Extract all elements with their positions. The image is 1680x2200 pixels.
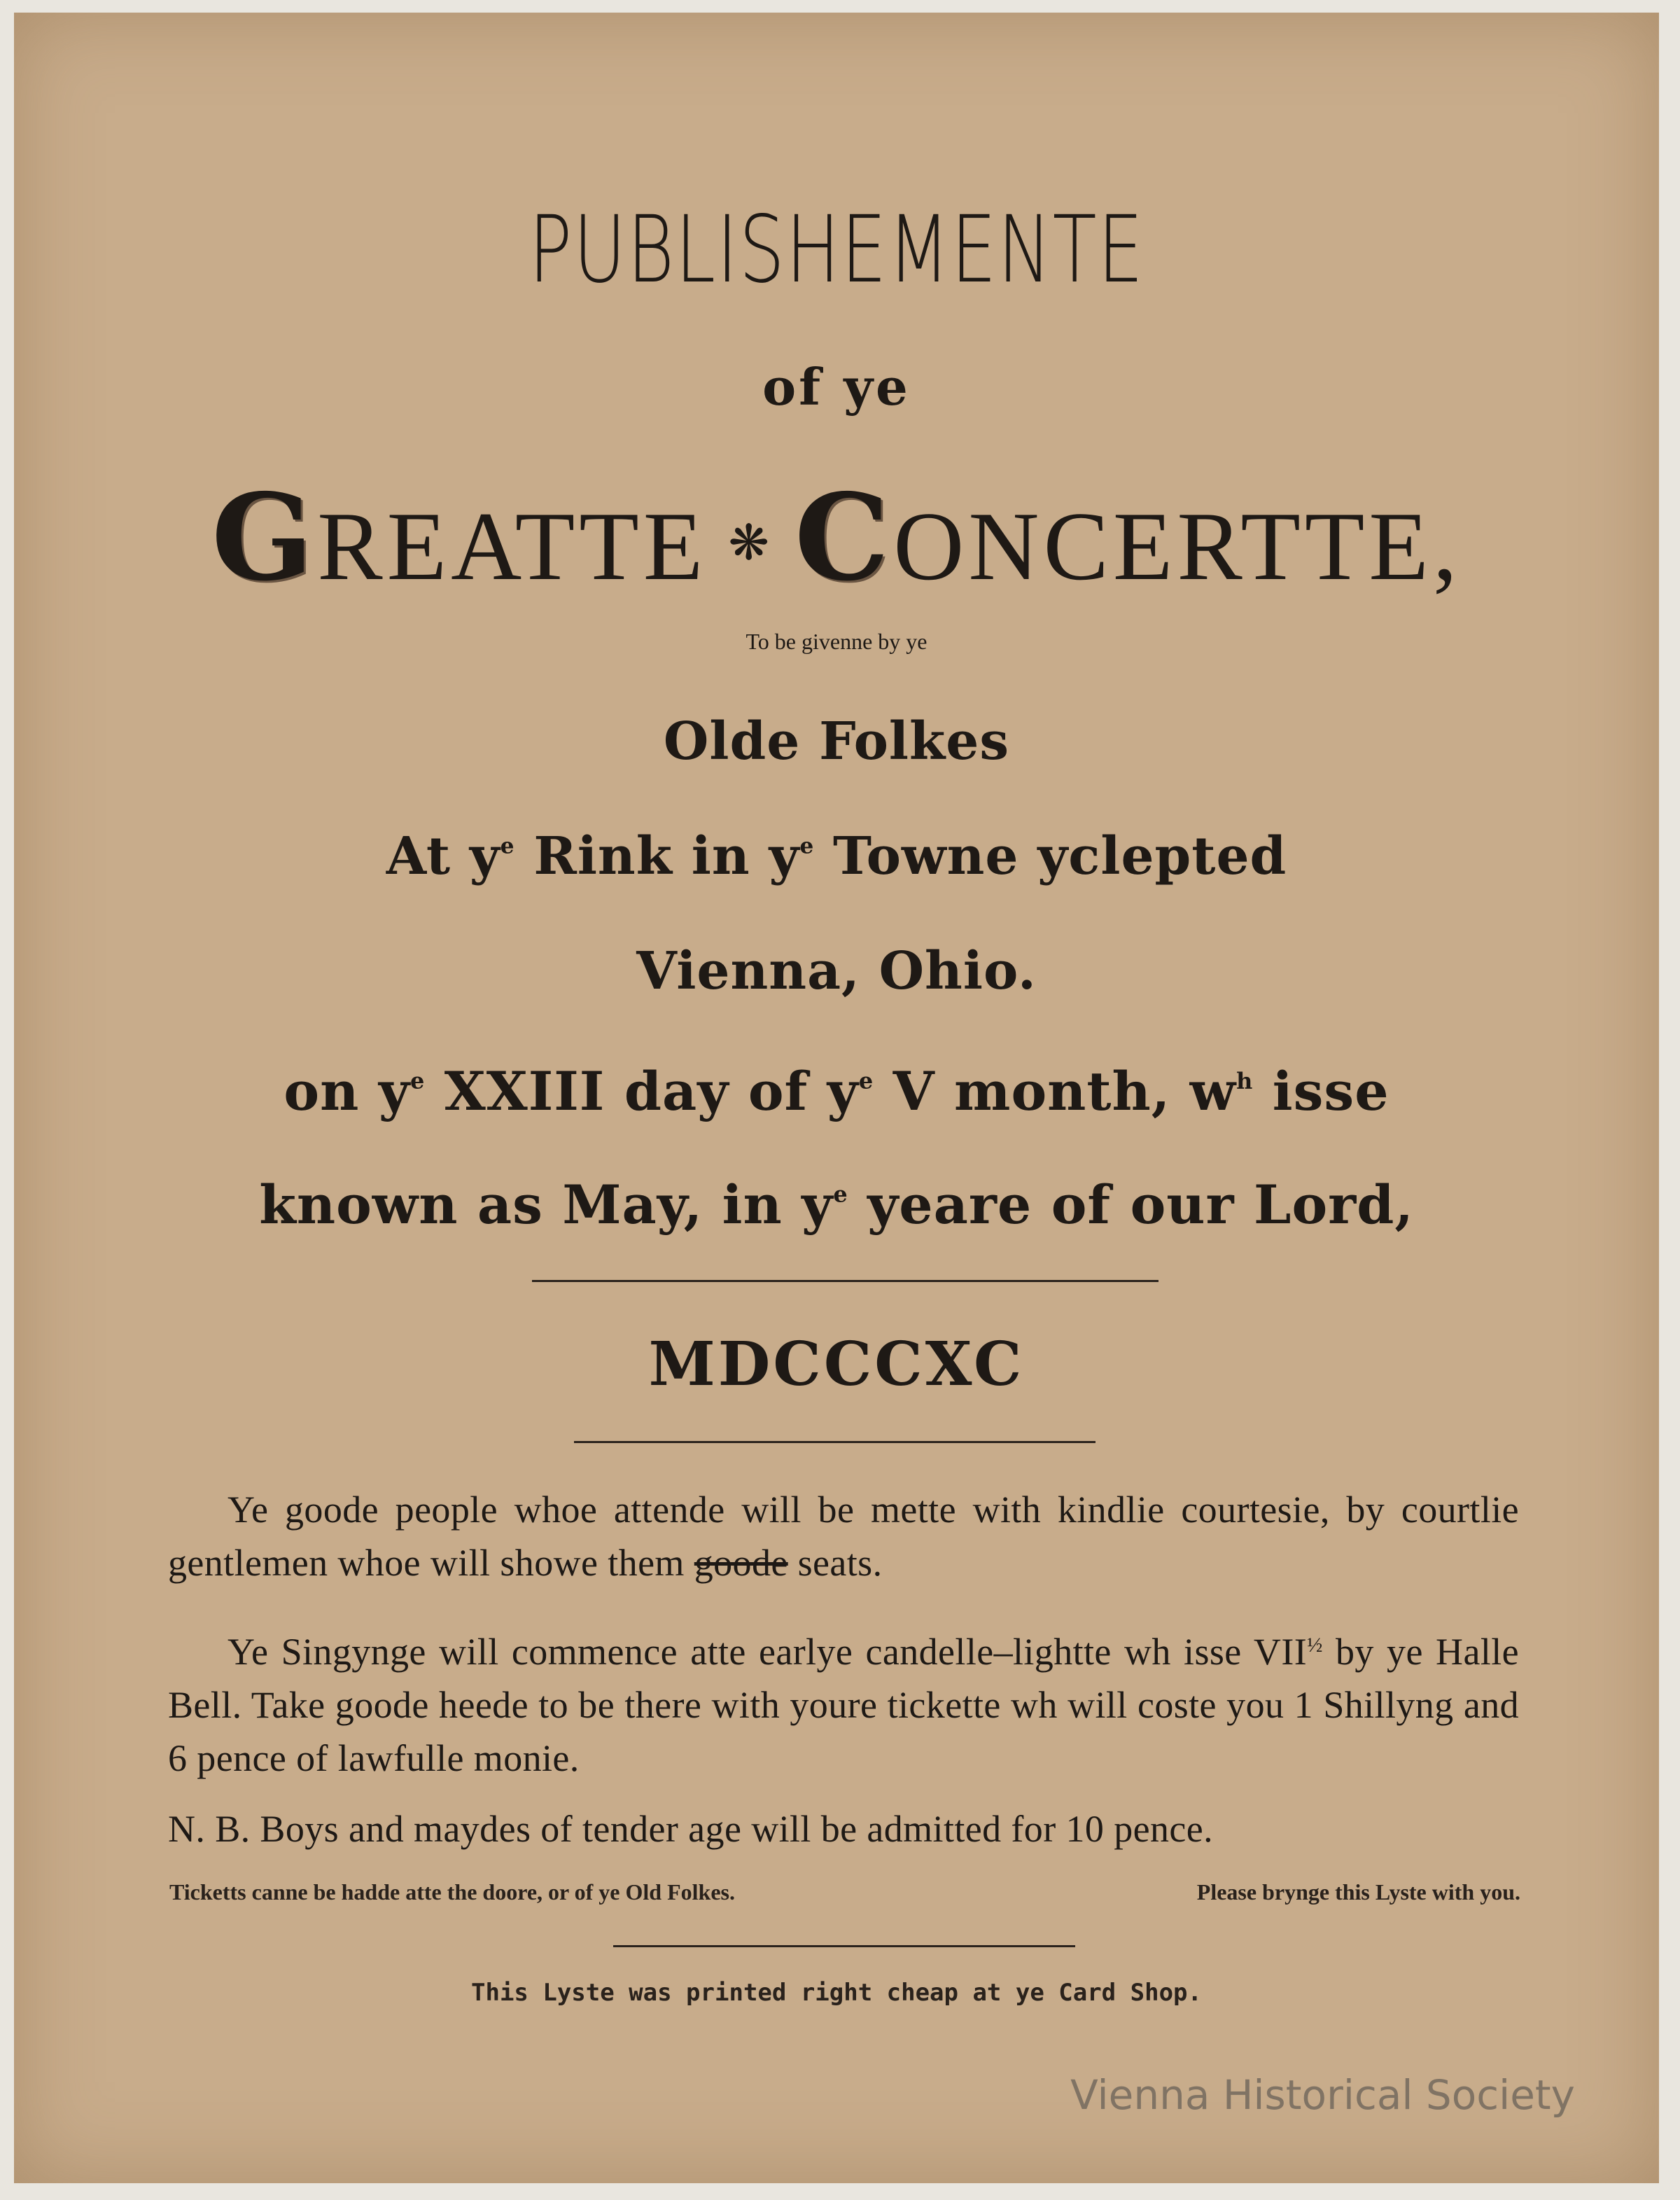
line-olde-folkes: Olde Folkes (663, 711, 1010, 772)
line-date (14, 1060, 1659, 1122)
intro-line: To be givenne by ye (746, 629, 927, 654)
word-greatte-rest: REATTE (317, 492, 708, 601)
paragraph-nota-bene: N. B. Boys and maydes of tender age will be admitted for 10 pence. (168, 1808, 1213, 1850)
superscript: e (799, 833, 815, 859)
year-roman: MDCCCXC (648, 1329, 1025, 1400)
footnote-row (169, 1879, 1520, 1905)
line-rink-towne (14, 826, 1659, 886)
ornamental-initial-c: C (794, 468, 894, 608)
ornamental-initial-g: G (211, 468, 318, 608)
text-segment: by ye Halle Bell. Take goode heede to be there with youre tickette wh will coste you 1 Shillyng and 6 pence of lawfulle monie. (168, 1630, 1519, 1779)
superscript: e (410, 1067, 426, 1094)
headline-greatte-concertte (14, 468, 1659, 608)
struck-word: goode (694, 1542, 788, 1584)
text-segment: V month, w (874, 1060, 1237, 1122)
footnote-ticketts: Ticketts canne be hadde atte the doore, or of ye Old Folkes. (169, 1879, 735, 1905)
text-segment: Towne yclepted (814, 826, 1287, 886)
footnote-brynge: Please brynge this Lyste with you. (1196, 1879, 1520, 1905)
text-segment: XXIII day of y (425, 1060, 859, 1122)
divider-rule (574, 1441, 1096, 1443)
text-segment: yeare of our Lord, (848, 1174, 1414, 1236)
superscript: e (833, 1181, 848, 1208)
superscript: e (500, 833, 515, 859)
line-known-as-may (14, 1174, 1659, 1236)
line-vienna-ohio: Vienna, Ohio. (636, 941, 1037, 1001)
text-segment: Rink in y (514, 826, 800, 886)
broadside-sheet (14, 13, 1659, 2183)
text-segment: on y (284, 1060, 410, 1122)
text-segment: Ye Singynge will commence atte earlye candelle–lightte wh isse VII (227, 1630, 1308, 1673)
paragraph-singynge (168, 1619, 1519, 1785)
text-segment: At y (386, 826, 500, 886)
superscript: e (858, 1067, 874, 1094)
rosette-ornament-icon: ❋ (728, 517, 774, 571)
divider-rule (613, 1945, 1075, 1947)
divider-rule (532, 1280, 1158, 1282)
text-segment: isse (1253, 1060, 1390, 1122)
fraction-half: ½ (1307, 1634, 1323, 1657)
text-segment: Ye goode people whoe attende will be mette with kindlie courtesie, by courtlie gentlemen whoe will showe them (168, 1489, 1519, 1584)
text-segment: known as May, in y (259, 1174, 834, 1236)
watermark-vienna-historical-society: Vienna Historical Society (1070, 2071, 1575, 2119)
headline-title: PUBLISHEMENTE (528, 196, 1144, 304)
superscript: h (1236, 1067, 1254, 1094)
headline-of-ye: of ye (762, 357, 911, 417)
word-concertte-rest: ONCERTTE, (893, 492, 1462, 601)
text-segment: seats. (788, 1542, 883, 1584)
paragraph-courtesie (168, 1483, 1519, 1589)
printer-credit: This Lyste was printed right cheap at ye Card Shop. (471, 1979, 1202, 2007)
